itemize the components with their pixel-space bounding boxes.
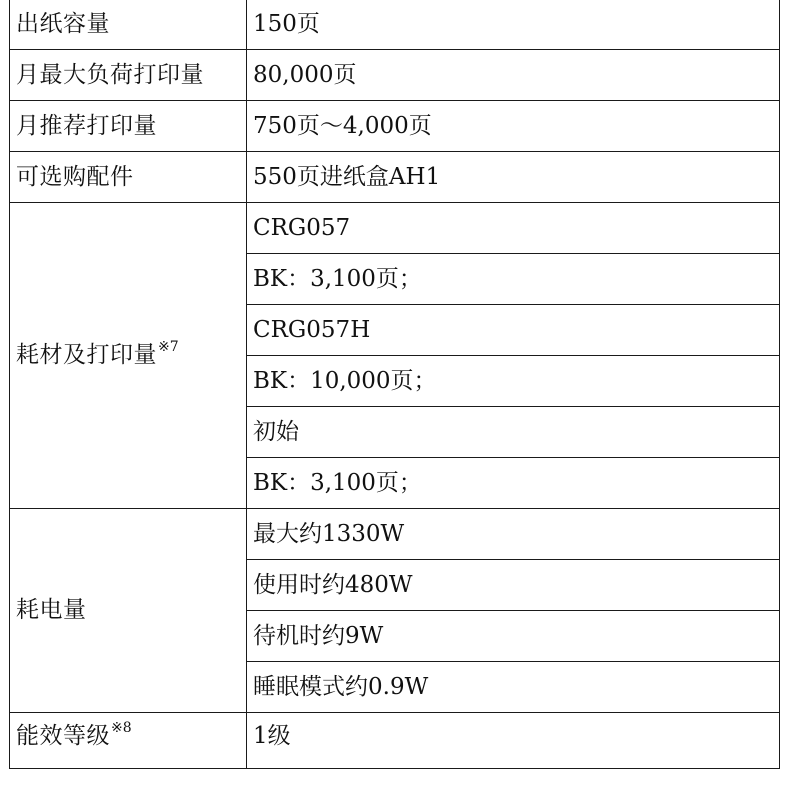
row-label: 可选购配件 — [10, 152, 247, 203]
table-row — [10, 509, 780, 560]
row-value: BK：3,100页； — [247, 458, 780, 509]
footnote-marker: ※8 — [111, 720, 132, 736]
row-label-consumables: 耗材及打印量$^{※7}$ — [10, 203, 247, 509]
spec-table — [9, 0, 780, 769]
row-value: 150页 — [247, 0, 780, 50]
row-value: 550页进纸盒AH1 — [247, 152, 780, 203]
table-row — [10, 101, 780, 152]
row-value: BK：3,100页； — [247, 254, 780, 305]
row-label: 出纸容量 — [10, 0, 247, 50]
row-label-efficiency: 能效等级$^{※8}$ — [10, 713, 247, 769]
footnote-marker: ※7 — [158, 339, 179, 355]
table-row — [10, 0, 780, 50]
table-row — [10, 713, 780, 769]
table-row — [10, 152, 780, 203]
table-row — [10, 203, 780, 254]
row-label: 月最大负荷打印量 — [10, 50, 247, 101]
row-value: 待机时约9W — [247, 611, 780, 662]
table-row — [10, 50, 780, 101]
row-label-power: 耗电量 — [10, 509, 247, 713]
row-value: CRG057 — [247, 203, 780, 254]
row-value: 初始 — [247, 407, 780, 458]
row-value: CRG057H — [247, 305, 780, 356]
row-value: 使用时约480W — [247, 560, 780, 611]
row-value: 最大约1330W — [247, 509, 780, 560]
row-value: BK：10,000页； — [247, 356, 780, 407]
row-value: 睡眠模式约0.9W — [247, 662, 780, 713]
row-value: 750页～4,000页 — [247, 101, 780, 152]
row-value: 1级 — [247, 713, 780, 769]
row-value: 80,000页 — [247, 50, 780, 101]
row-label: 月推荐打印量 — [10, 101, 247, 152]
